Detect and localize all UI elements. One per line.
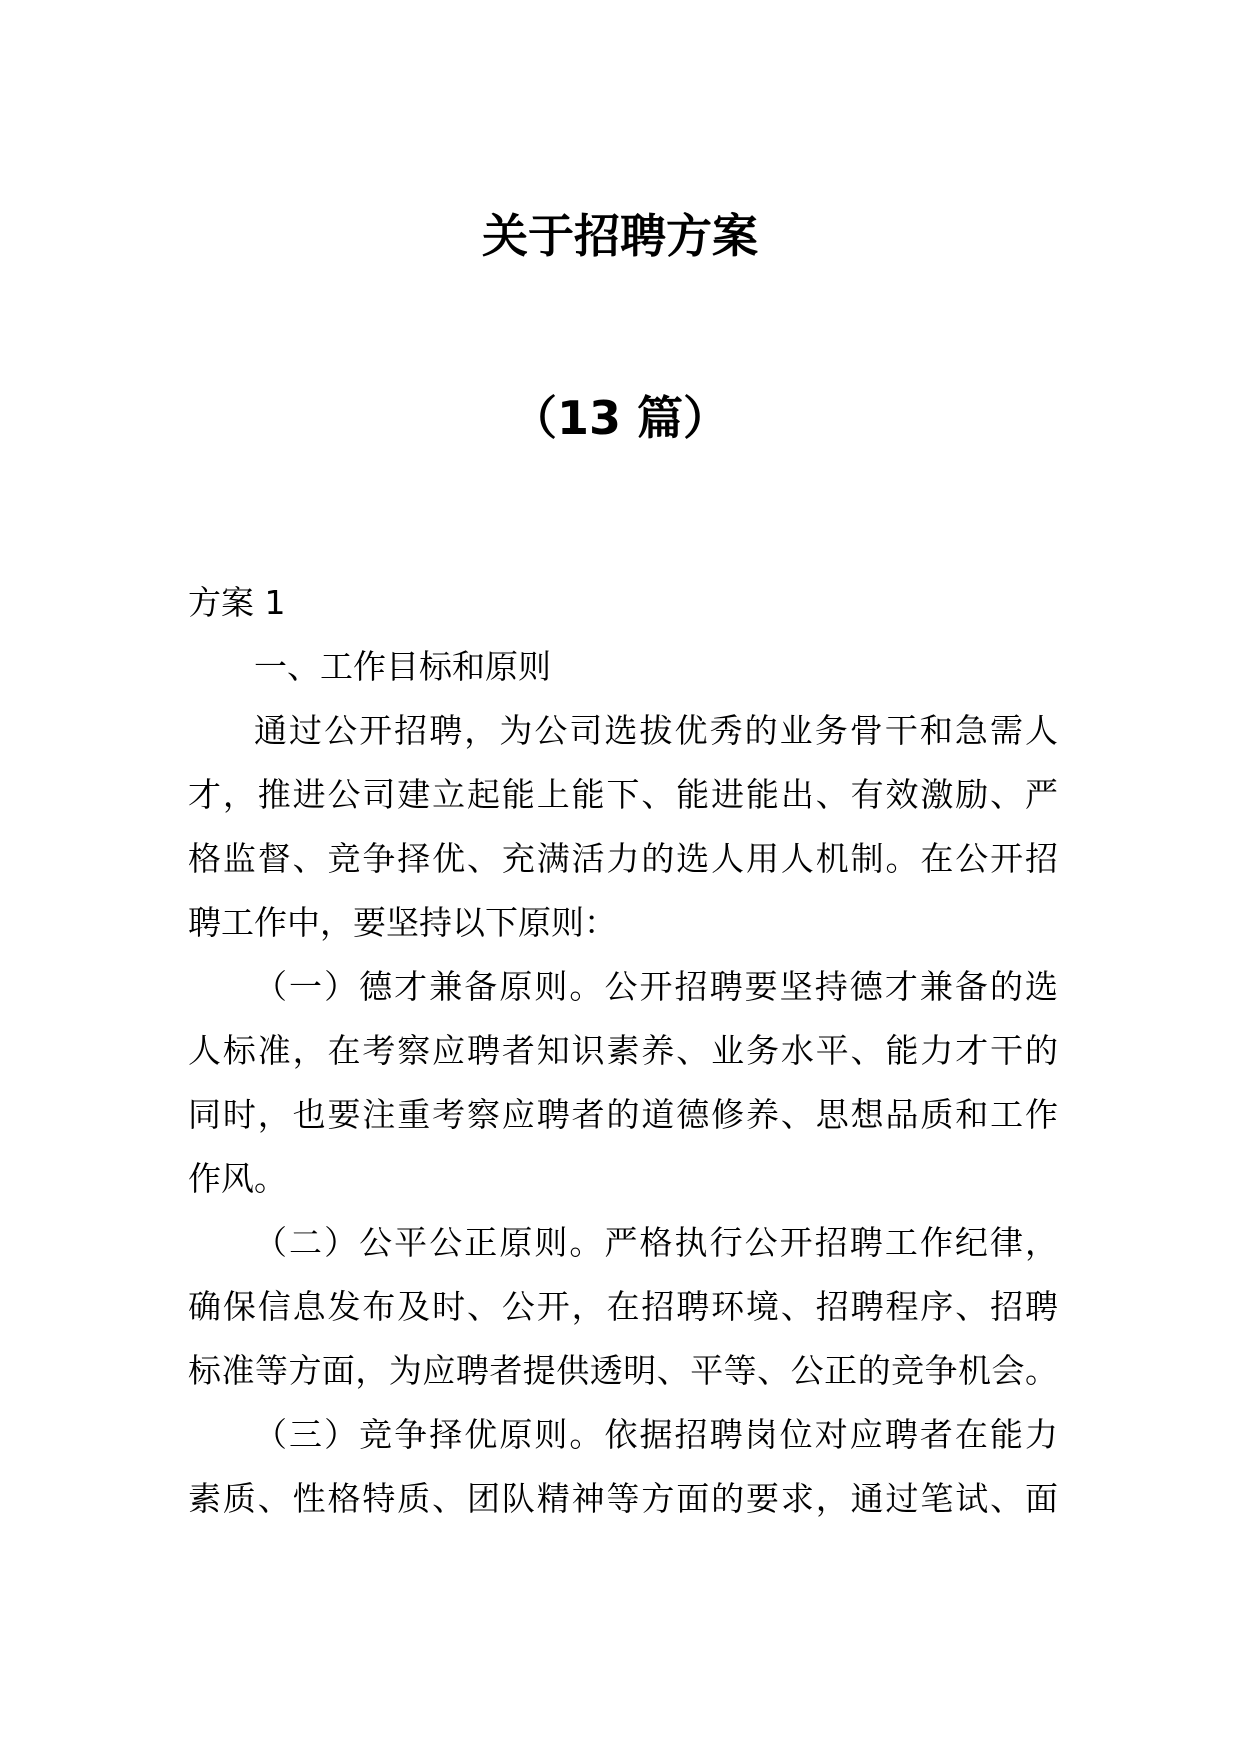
paragraph-line: 人标准，在考察应聘者知识素养、业务水平、能力才干的 <box>188 1031 1058 1070</box>
subsection-heading: 一、工作目标和原则 <box>254 647 551 686</box>
paragraph-line: （一）德才兼备原则。公开招聘要坚持德才兼备的选 <box>254 967 1058 1006</box>
paragraph-line: 才，推进公司建立起能上能下、能进能出、有效激励、严 <box>188 775 1058 814</box>
paragraph-line: 标准等方面，为应聘者提供透明、平等、公正的竞争机会。 <box>188 1351 1058 1390</box>
document-title: 关于招聘方案 <box>482 209 758 263</box>
paragraph-line: （二）公平公正原则。严格执行公开招聘工作纪律， <box>254 1223 1058 1262</box>
paragraph-line: 同时，也要注重考察应聘者的道德修养、思想品质和工作 <box>188 1095 1058 1134</box>
paragraph-line: 聘工作中，要坚持以下原则： <box>188 903 617 942</box>
document-subtitle: （13 篇） <box>510 391 730 445</box>
paragraph-line: 作风。 <box>188 1159 287 1198</box>
section-heading: 方案 1 <box>188 583 286 622</box>
paragraph-line: （三）竞争择优原则。依据招聘岗位对应聘者在能力 <box>254 1415 1058 1454</box>
paragraph-line: 通过公开招聘，为公司选拔优秀的业务骨干和急需人 <box>254 711 1058 750</box>
paragraph-line: 格监督、竞争择优、充满活力的选人用人机制。在公开招 <box>188 839 1058 878</box>
paragraph-line: 素质、性格特质、团队精神等方面的要求，通过笔试、面 <box>188 1479 1058 1518</box>
paragraph-line: 确保信息发布及时、公开，在招聘环境、招聘程序、招聘 <box>188 1287 1058 1326</box>
